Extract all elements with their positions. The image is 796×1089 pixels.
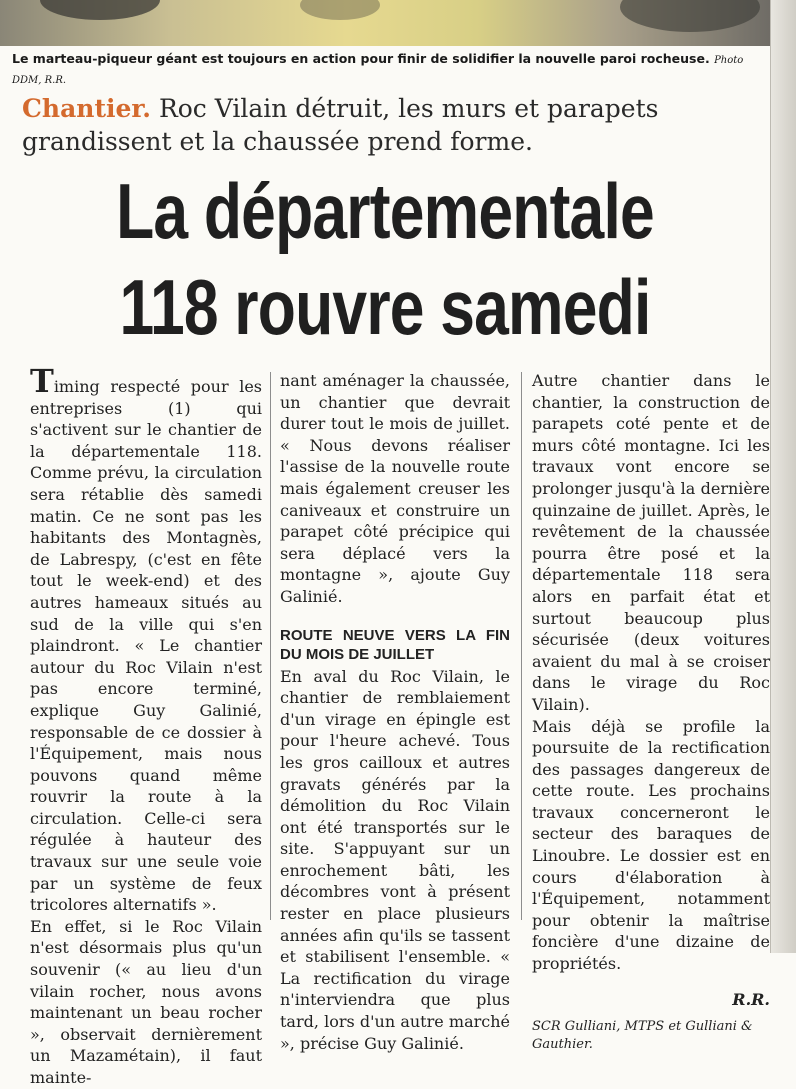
paragraph: Timing respecté pour les entreprises (1) qui s'activent sur le chantier de la départementale 118. Comme prévu, la circulation sera rétablie dès samedi matin. Ce ne sont pas les habitants des Montagnès, de Labrespy, (c'est en fête tout le week-end) et des autres hameaux situés au sud de la ville qui s'en plaindront. « Le chantier autour du Roc Vilain n'est pas encore terminé, explique Guy Galinié, responsable de ce dossier à l'Équipement, mais nous pouvons quand même rouvrir la route à la circulation. Celle-ci sera régulée à hauteur des travaux sur une seule voie par un système de feux tricolores alternatifs ». [30, 362, 262, 915]
author-signature: R.R. [732, 989, 770, 1009]
article-column-2 [280, 370, 510, 1054]
kicker-tag: Chantier. [22, 94, 151, 123]
paragraph: En aval du Roc Vilain, le chantier de remblaiement d'un virage en épingle est pour l'heure achevé. Tous les gros cailloux et autres gravats générés par la démolition du Roc Vilain ont été transportés sur le site. S'appuyant sur un enrochement bâti, les décombres vont à présent rester en place plusieurs années afin qu'ils se tassent et stabilisent l'ensemble. « La rectification du virage n'interviendra que plus tard, lors d'un autre marché », précise Guy Galinié. [280, 666, 510, 1053]
contractors-footnote: SCR Gulliani, MTPS et Gulliani & Gauthier. [532, 1019, 753, 1053]
column-rule-2 [521, 372, 522, 920]
paragraph: En effet, si le Roc Vilain n'est désormais plus qu'un souvenir (« au lieu d'un vilain rocher, nous avons maintenant un beau rocher », observait dernièrement un Mazamétain), il faut mainte- [30, 916, 262, 1087]
column-rule-1 [270, 372, 271, 920]
paragraph: Mais déjà se profile la poursuite de la rectification des passages dangereux de cette route. Les prochains travaux concerneront le secteur des baraques de Linoubre. Le dossier est en cours d'élaboration à l'Équipement, notamment pour obtenir la maîtrise foncière d'une dizaine de propriétés. [532, 716, 770, 974]
kicker-text: Roc Vilain détruit, les murs et parapets grandissent et la chaussée prend forme. [22, 94, 659, 156]
caption-text: Le marteau-piqueur géant est toujours en action pour finir de solidifier la nouvelle paroi rocheuse. [12, 51, 710, 66]
headline [77, 163, 693, 355]
paragraph: Autre chantier dans le chantier, la construction de parapets coté pente et de murs côté montagne. Ici les travaux vont encore se prolonger jusqu'à la dernière quinzaine de juillet. Après, le revêtement de la chaussée pourra être posé et la départementale 118 sera alors en parfait état et surtout beaucoup plus sécurisée (deux voitures avaient du mal à se croiser dans le virage du Roc Vilain). [532, 371, 770, 714]
paragraph: nant aménager la chaussée, un chantier que devrait durer tout le mois de juillet. « Nous devons réaliser l'assise de la nouvelle route mais également creuser les caniveaux et construire un parapet côté précipice qui sera déplacé vers la montagne », ajoute Guy Galinié. [280, 371, 510, 606]
headline-line-1: La départementale [116, 167, 654, 255]
photo-caption [12, 50, 764, 90]
article-column-3 [532, 370, 770, 1054]
caption-credit: Photo DDM, R.R. [12, 55, 744, 86]
article-photo [0, 0, 770, 46]
drop-cap: T [30, 362, 54, 400]
section-subhead: ROUTE NEUVE VERS LA FIN DU MOIS DE JUILLET [280, 626, 510, 663]
article-column-1 [30, 362, 262, 1089]
headline-line-2: 118 rouvre samedi [119, 263, 651, 351]
adjacent-page-edge [770, 0, 796, 953]
kicker [22, 92, 722, 158]
